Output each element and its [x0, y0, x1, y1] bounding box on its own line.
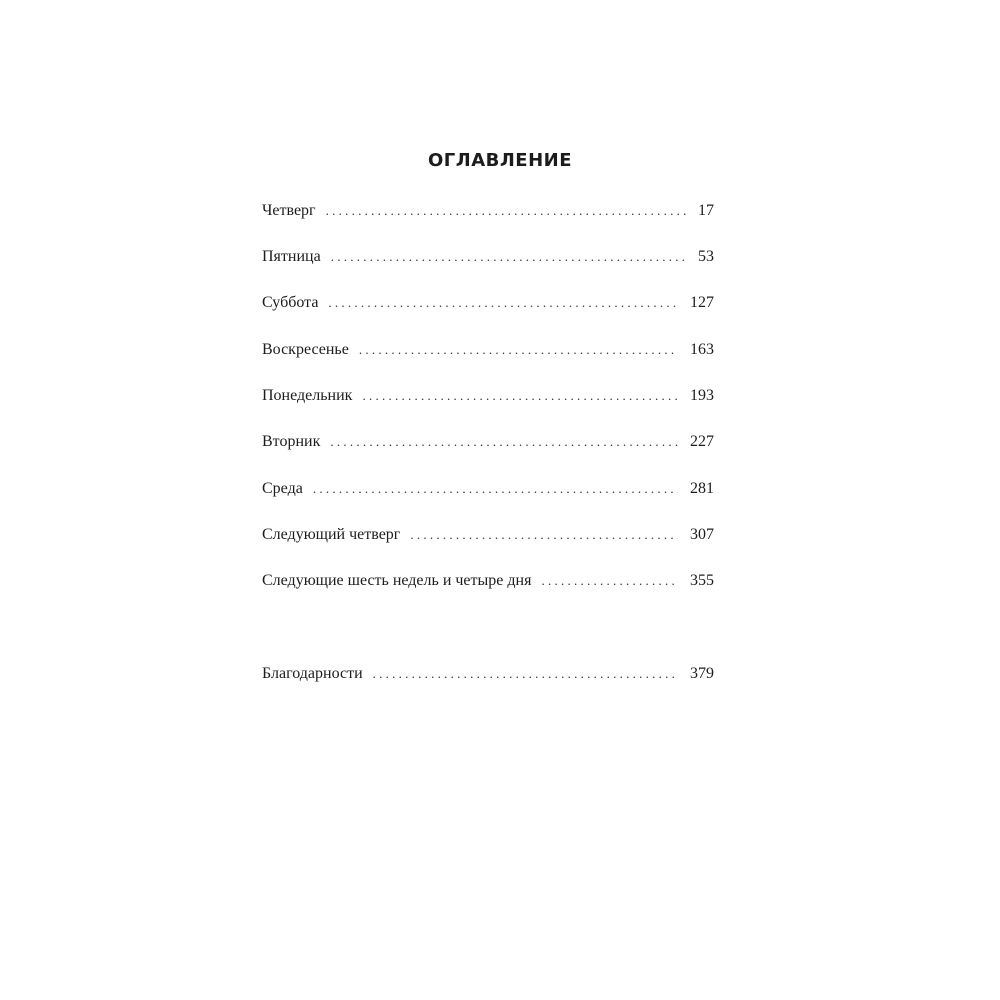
toc-entry-tuesday — [262, 429, 714, 455]
dot-leader — [362, 383, 678, 409]
toc-entry-page: 163 — [690, 341, 714, 358]
toc-entry-label: Суббота — [262, 294, 319, 311]
toc-entry-label: Воскресенье — [262, 341, 349, 358]
toc-entry-page: 307 — [690, 526, 714, 543]
dot-leader — [373, 661, 678, 687]
toc-entry-label: Вторник — [262, 433, 321, 450]
toc-entry-thursday — [262, 198, 714, 224]
toc-entry-page: 17 — [698, 202, 714, 219]
toc-entry-page: 281 — [690, 480, 714, 497]
toc-entry-label: Понедельник — [262, 387, 353, 404]
toc-entry-page: 355 — [690, 572, 714, 589]
dot-leader — [328, 290, 678, 316]
dot-leader — [313, 476, 678, 502]
toc-entry-acknowledgements — [262, 661, 714, 687]
dot-leader — [326, 198, 686, 224]
dot-leader — [541, 568, 678, 594]
dot-leader — [359, 337, 678, 363]
toc-entry-label: Следующие шесть недель и четыре дня — [262, 572, 532, 589]
toc-entry-wednesday — [262, 476, 714, 502]
dot-leader — [330, 429, 678, 455]
toc-entry-page: 227 — [690, 433, 714, 450]
toc-entry-saturday — [262, 290, 714, 316]
toc-entry-label: Благодарности — [262, 665, 363, 682]
toc-entry-page: 53 — [698, 248, 714, 265]
dot-leader — [410, 522, 678, 548]
toc-entry-page: 379 — [690, 665, 714, 682]
toc-entry-friday — [262, 244, 714, 270]
toc-entry-page: 127 — [690, 294, 714, 311]
toc-entry-label: Среда — [262, 480, 303, 497]
toc-entry-next-thursday — [262, 522, 714, 548]
toc-entry-next-six-weeks — [262, 568, 714, 594]
toc-entry-sunday — [262, 337, 714, 363]
toc-entry-label: Четверг — [262, 202, 316, 219]
toc-entry-page: 193 — [690, 387, 714, 404]
toc-entry-label: Следующий четверг — [262, 526, 401, 543]
toc-title: ОГЛАВЛЕНИЕ — [427, 150, 573, 171]
toc-entry-monday — [262, 383, 714, 409]
dot-leader — [331, 244, 686, 270]
toc-entry-label: Пятница — [262, 248, 321, 265]
